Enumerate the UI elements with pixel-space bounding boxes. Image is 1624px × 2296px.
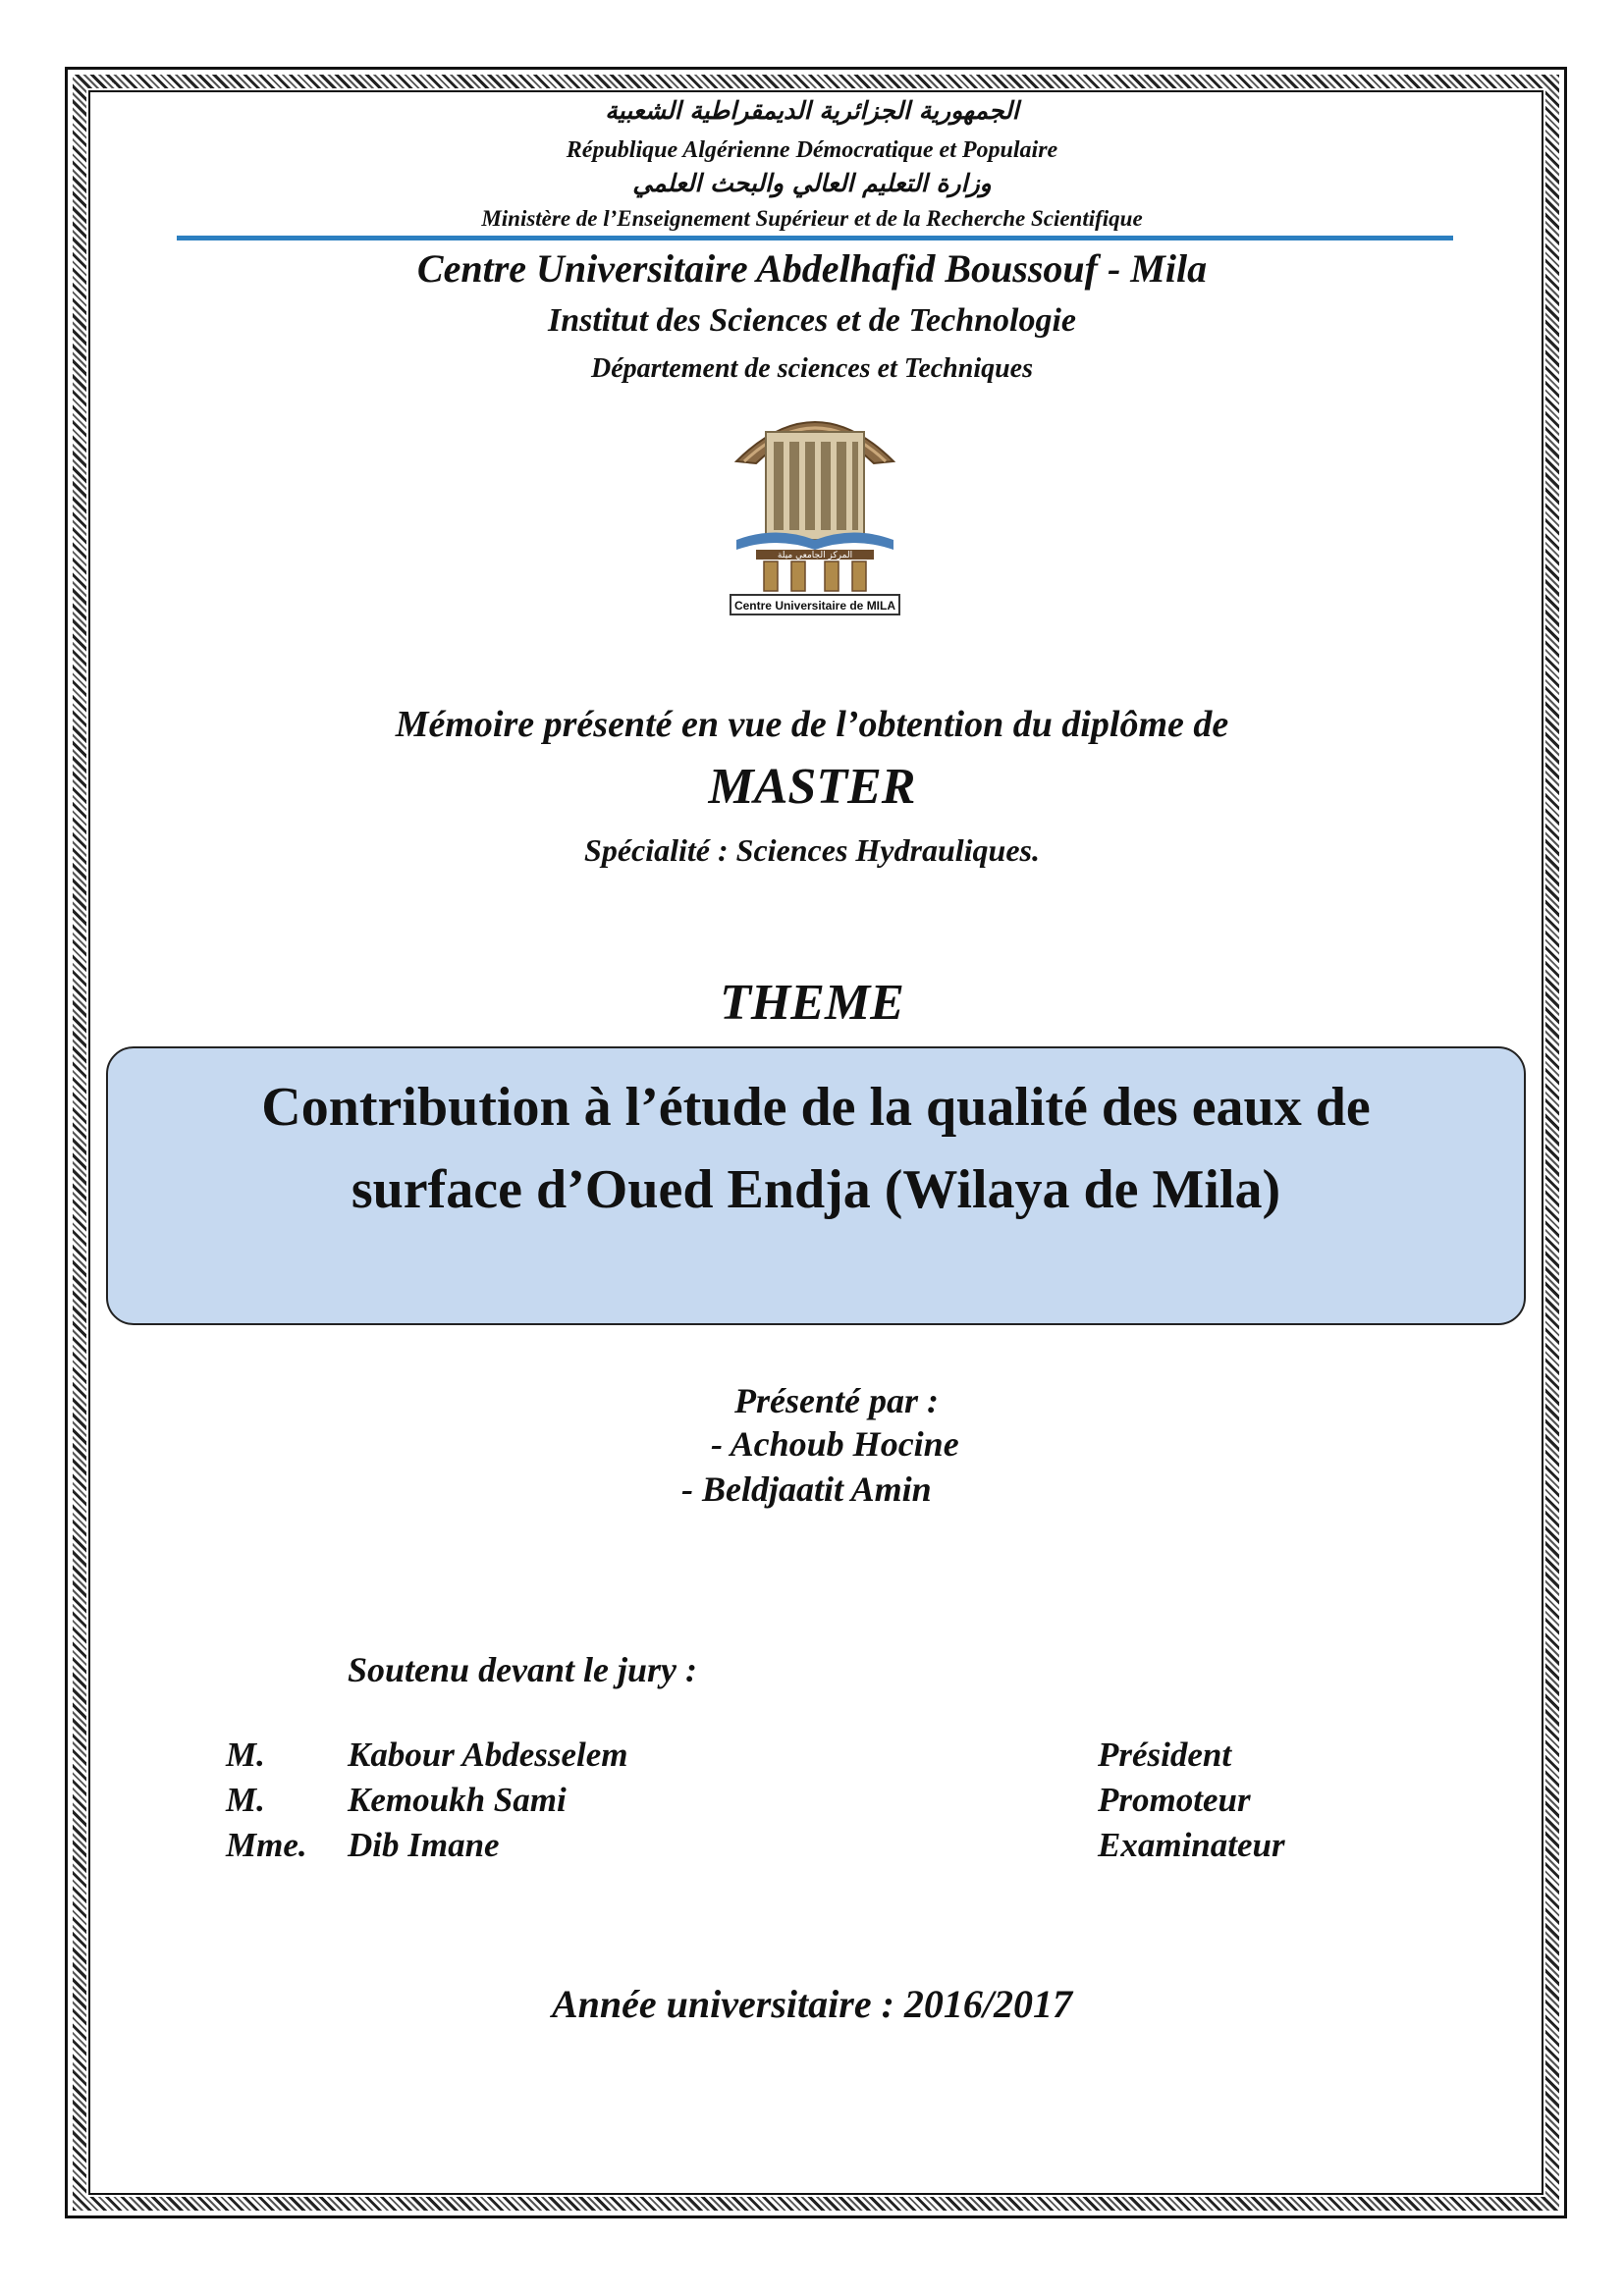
academic-year: Année universitaire : 2016/2017 — [551, 1982, 1073, 2026]
author-2: - Beldjaatit Amin — [681, 1469, 932, 1509]
department-name: Département de sciences et Techniques — [590, 353, 1033, 384]
jury-name: Dib Imane — [348, 1826, 500, 1864]
centre-name: Centre Universitaire Abdelhafid Boussouf - Mila — [416, 246, 1208, 291]
institute-name: Institut des Sciences et de Technologie — [547, 302, 1076, 339]
logo-caption: Centre Universitaire de MILA — [733, 599, 896, 613]
theme-title-line-1: Contribution à l’étude de la qualité des eaux de — [261, 1077, 1371, 1138]
jury-title: M. — [226, 1735, 265, 1774]
speciality: Spécialité : Sciences Hydrauliques. — [584, 832, 1040, 868]
university-logo — [717, 393, 913, 624]
author-1: - Achoub Hocine — [711, 1424, 959, 1464]
degree-title: MASTER — [708, 759, 916, 815]
arabic-ministry-heading: وزارة التعليم العالي والبحث العلمي — [632, 169, 992, 197]
jury-name: Kemoukh Sami — [348, 1781, 567, 1819]
logo-arabic-caption: المركز الجامعي ميلة — [777, 551, 853, 561]
theme-title — [106, 1066, 1526, 1231]
jury-role: Promoteur — [1098, 1781, 1251, 1819]
theme-label: THEME — [720, 975, 904, 1031]
theme-title-line-2: surface d’Oued Endja (Wilaya de Mila) — [351, 1159, 1281, 1220]
arabic-republic-heading: الجمهورية الجزائرية الديمقراطية الشعبية — [605, 96, 1019, 125]
jury-role: Examinateur — [1098, 1826, 1285, 1864]
jury-role: Président — [1098, 1735, 1232, 1774]
presented-label: Présenté par : — [734, 1381, 939, 1420]
jury-name: Kabour Abdesselem — [348, 1735, 628, 1774]
memoire-intro: Mémoire présenté en vue de l’obtention du diplôme de — [395, 704, 1229, 745]
republic-heading: République Algérienne Démocratique et Populaire — [566, 137, 1058, 163]
ministry-heading: Ministère de l’Enseignement Supérieur et de la Recherche Scientifique — [481, 206, 1143, 231]
jury-title: Mme. — [226, 1826, 307, 1864]
jury-label: Soutenu devant le jury : — [348, 1650, 698, 1689]
jury-title: M. — [226, 1781, 265, 1819]
header-divider — [177, 236, 1453, 240]
